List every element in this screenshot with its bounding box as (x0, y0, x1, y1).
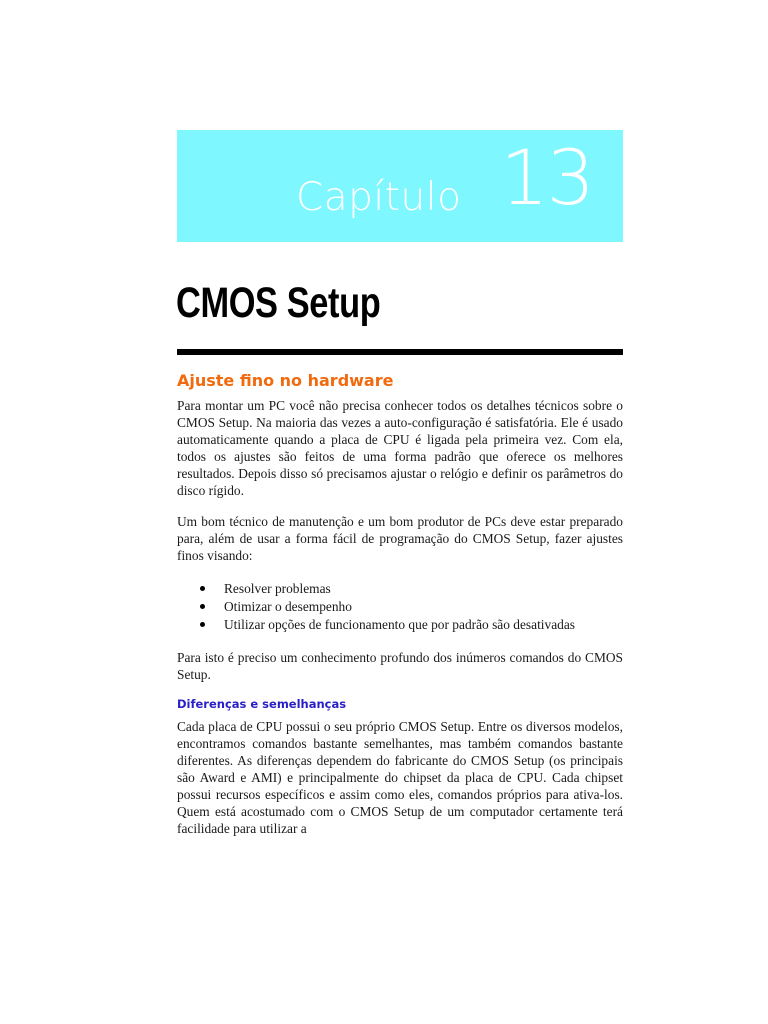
section-heading: Ajuste fino no hardware (177, 371, 394, 390)
subsection-heading: Diferenças e semelhanças (177, 697, 347, 711)
list-item (177, 598, 623, 616)
title-divider (177, 349, 623, 355)
paragraph-intro: Para montar um PC você não precisa conhecer todos os detalhes técnicos sobre o CMOS Setup. Na maioria das vezes a auto-configuração é satisfatória. Ele é usado automaticamente quando a placa de CPU é ligada pela primeira vez. Com ela, todos os ajustes são feitos de uma forma padrão que oferece os melhores resultados. Depois disso só precisamos ajustar o relógio e definir os parâmetros do disco rígido. (177, 398, 623, 498)
list-item-text: Otimizar o desempenho (224, 599, 352, 614)
bullet-icon (200, 622, 205, 627)
bullet-icon (200, 586, 205, 591)
bullet-icon (200, 604, 205, 609)
paragraph-knowledge: Para isto é preciso um conhecimento profundo dos inúmeros comandos do CMOS Setup. (177, 650, 623, 682)
list-item-text: Resolver problemas (224, 581, 331, 596)
chapter-banner (177, 130, 623, 242)
chapter-number: 13 (500, 133, 593, 222)
list-item (177, 616, 623, 634)
paragraph-differences: Cada placa de CPU possui o seu próprio CMOS Setup. Entre os diversos modelos, encontramos comandos bastante semelhantes, mas também comandos bastante diferentes. As diferenças dependem do fabricante do CMOS Setup (os principais são Award e AMI) e principalmente do chipset da placa de CPU. Cada chipset possui recursos específicos e assim como eles, comandos próprios para ativa-los. Quem está acostumado com o CMOS Setup de um computador certamente terá facilidade para utilizar a (177, 719, 623, 836)
bullet-list (177, 580, 623, 634)
paragraph-technician: Um bom técnico de manutenção e um bom produtor de PCs deve estar preparado para, além de usar a forma fácil de programação do CMOS Setup, fazer ajustes finos visando: (177, 514, 623, 563)
list-item-text: Utilizar opções de funcionamento que por padrão são desativadas (224, 617, 576, 632)
chapter-label: Capítulo (296, 175, 462, 220)
list-item (177, 580, 623, 598)
page-title: CMOS Setup (176, 279, 381, 327)
